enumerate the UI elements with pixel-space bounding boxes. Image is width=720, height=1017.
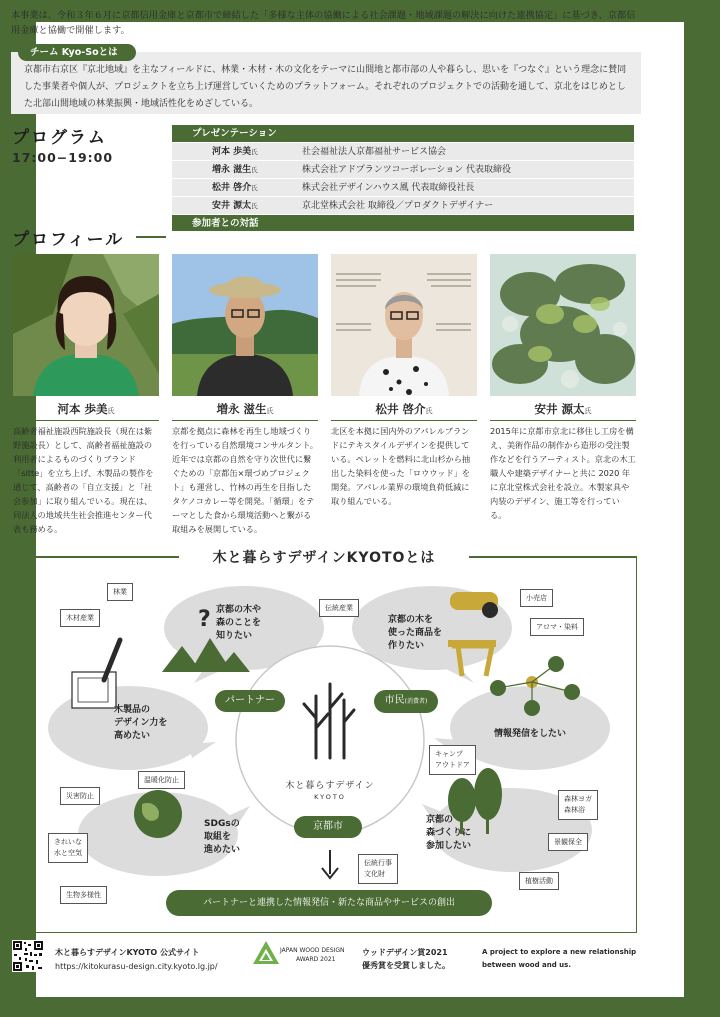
tag-yoga: 森林ヨガ 森林浴: [558, 790, 598, 820]
tag-warming: 温暖化防止: [138, 771, 185, 789]
bubble-make-text: 京都の木を 使った商品を 作りたい: [388, 615, 443, 651]
bubble-forest-text: 京都の 森づくりに 参加したい: [426, 815, 472, 851]
center-title: 木と暮らすデザイン: [285, 781, 375, 791]
site-title: 木と暮らすデザインKYOTO 公式サイト: [55, 948, 200, 957]
slogan-line: between wood and us.: [482, 961, 571, 969]
portrait-photo: [172, 254, 318, 396]
tag-timber: 木材産業: [60, 609, 100, 627]
dialogue-header: 参加者との対話: [172, 214, 634, 231]
tag-crafts: 伝統産業: [319, 599, 359, 617]
speaker-suffix: 氏: [251, 166, 258, 174]
diagram-title: 木と暮らすデザインKYOTOとは: [179, 547, 469, 567]
speaker-name: 河本 歩美: [212, 147, 252, 157]
speaker-org: 京北堂株式会社 取締役／プロダクトデザイナー: [302, 201, 494, 211]
qr-code-icon[interactable]: [12, 940, 44, 972]
tag-disaster: 災害防止: [60, 787, 100, 805]
profile-rule: [0, 236, 10, 238]
speaker-suffix: 氏: [251, 184, 258, 192]
program-table: [172, 125, 634, 231]
profile-name: 松井 啓介氏: [331, 401, 477, 421]
profile-rule-2: [136, 236, 166, 238]
profile-name: 河本 歩美氏: [13, 401, 159, 421]
tag-water: きれいな 水と空気: [48, 833, 88, 863]
citizen-pill: 市民(消費者): [374, 690, 438, 713]
earth-icon: [134, 790, 182, 838]
speaker-suffix: 氏: [251, 148, 258, 156]
profile-bio: 京都を拠点に森林を再生し地域づくりを行っている自然環境コンサルタント。近年では京都の自然を守り次世代に繋ぐための「京都缶×環づめプロジェクト」も運営し、竹林の再生を目指したタケノコカレー等を開発。「循環」をテーマとした食から環境活動へと繋がる取組みを展開している。: [172, 426, 318, 534]
speaker-name: 増永 滋生: [212, 165, 252, 175]
speaker-org: 株式会社デザインハウス風 代表取締役社長: [302, 183, 475, 193]
tag-planting: 植樹活動: [519, 872, 559, 890]
table-row: [172, 160, 634, 178]
speaker-suffix: 氏: [251, 202, 258, 210]
profile-name: 安井 源太氏: [490, 401, 636, 421]
profile-bio: 北区を本拠に国内外のアパレルブランドにテキスタイルデザインを提供している。ペレットを燃料に北山杉から抽出した染料を使った「ロウウッド」を開発。アパレル業界の環境負荷低減に取り組んでいる。: [331, 426, 471, 506]
table-row: [172, 178, 634, 196]
table-row: [172, 142, 634, 160]
bubble-info-text: 情報発信をしたい: [494, 729, 567, 739]
portrait-photo: [331, 254, 477, 396]
bubble-design-text: 木製品の デザイン力を 高めたい: [114, 705, 168, 741]
program-rule: [0, 134, 10, 136]
profile-title: プロフィール: [12, 230, 125, 250]
tag-camp: キャンプ アウトドア: [429, 745, 476, 775]
award-logo-icon: [252, 940, 280, 970]
speaker-org: 株式会社アドプランツコーポレーション 代表取締役: [302, 165, 512, 175]
tag-bio: 生物多様性: [60, 886, 107, 904]
award-text: [362, 946, 450, 972]
city-pill: 京都市: [294, 816, 362, 838]
profile-bio: 2015年に京都市京北に移住し工房を構え、美術作品の制作から造形の受注製作などを行うアーティスト。京北の木工職人や建築デザイナーと共に 2020 年に京北堂株式会社を設立。木製家具や内装のデザイン、施工等を行っている。: [490, 426, 636, 520]
portrait-photo: [13, 254, 159, 396]
program-time: 17:00−19:00: [12, 150, 114, 165]
program-title: プログラム: [12, 128, 107, 148]
award-logo-text: [280, 946, 345, 964]
award-logo-line: AWARD 2021: [296, 956, 336, 963]
presentation-header: プレゼンテーション: [172, 125, 634, 142]
award-line: ウッドデザイン賞2021: [362, 948, 448, 957]
diagram-rule-right: [469, 556, 637, 558]
profile-bio: 高齢者福祉施設西院施設長（現在は紫野施設長）として、高齢者福祉施設の利用者によるものづくりブランド「sitte」を立ち上げ、木製品の製作を通じて、高齢者の「自立支援」と「社会参加」に取り組んでいる。現在は、同法人の地域共生社会推進センター代表も務める。: [13, 426, 154, 534]
team-label: チーム Kyo-Soとは: [18, 44, 136, 61]
award-line: 優秀賞を受賞しました。: [362, 961, 450, 970]
award-logo-line: JAPAN WOOD DESIGN: [280, 947, 345, 954]
profile-name: 増永 滋生氏: [172, 401, 318, 421]
site-url-link[interactable]: https://kitokurasu-design.city.kyoto.lg.jp/: [55, 962, 218, 971]
artwork-photo: [490, 254, 636, 396]
speaker-name: 安井 源太: [212, 201, 252, 211]
center-subtitle: KYOTO: [314, 793, 346, 801]
speaker-name: 松井 啓介: [212, 183, 252, 193]
tag-culture: 伝統行事 文化財: [358, 854, 398, 884]
question-icon: ?: [198, 607, 211, 632]
speaker-org: 社会福祉法人京都福祉サービス協会: [302, 147, 447, 157]
bottom-pill: パートナーと連携した情報発信・新たな商品やサービスの創出: [166, 890, 492, 916]
slogan-line: A project to explore a new relationship: [482, 948, 637, 956]
bubble-sdgs-text: SDGsの 取組を 進めたい: [204, 819, 241, 855]
drawing-tool-icon: [72, 640, 120, 708]
tag-landscape: 景観保全: [548, 833, 588, 851]
tag-forestry: 林業: [107, 583, 133, 601]
team-text: 京都市右京区『京北地域』を主なフィールドに、林業・木材・木の文化をテーマに山間地と都市部の人や暮らし、思いを『つなぐ』という理念に賛同した事業者や個人が、プロジェクトを立ち上げ運営していくためのプラットフォーム。それぞれのプロジェクトでの活動を通して、京北をはじめとした北部山間地域の林業振興・地域活性化をめざしている。: [24, 65, 627, 109]
tag-aroma: アロマ・染料: [530, 618, 584, 636]
table-row: [172, 196, 634, 214]
partner-pill: パートナー: [215, 690, 285, 712]
bubble-know-text: 京都の木や 森のことを 知りたい: [216, 605, 262, 641]
slogan: [482, 946, 636, 972]
diagram-rule-left: [11, 556, 181, 558]
intro-text: 本事業は、令和３年６月に京都信用金庫と京都市で締結した「多様な主体の協働による社会課題・地域課題の解決に向けた連携協定」に基づき、京都信用金庫と協働で開催します。: [11, 10, 636, 36]
tag-retail: 小売店: [520, 589, 553, 607]
